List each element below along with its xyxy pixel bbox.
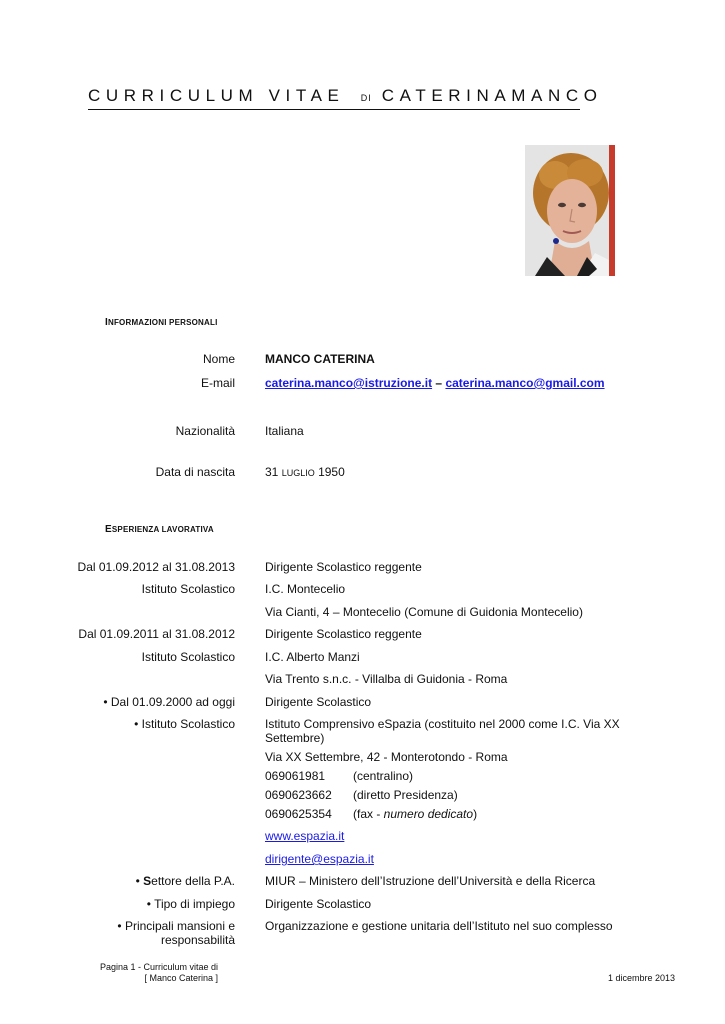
value-nazionalita: Italiana xyxy=(265,424,304,438)
dirigente-email-row xyxy=(265,852,645,866)
dirigente-email-link[interactable]: dirigente@espazia.it xyxy=(265,852,374,866)
value-data-nascita: 31 LUGLIO 1950 xyxy=(265,465,345,479)
label-mansioni: • Principali mansioni e responsabilità xyxy=(117,919,235,947)
exp2-inst-name: I.C. Alberto Manzi xyxy=(265,650,360,664)
cv-title-di: DI xyxy=(360,93,372,103)
exp2-inst-address: Via Trento s.n.c. - Villalba di Guidonia - Roma xyxy=(265,672,508,686)
email-separator: – xyxy=(435,376,443,390)
website-link[interactable]: www.espazia.it xyxy=(265,829,345,843)
footer-date: 1 dicembre 2013 xyxy=(607,973,675,983)
value-email xyxy=(265,376,645,390)
exp2-period: Dal 01.09.2011 al 31.08.2012 xyxy=(78,627,235,641)
cv-title xyxy=(88,86,603,110)
exp1-inst-label: Istituto Scolastico xyxy=(141,582,235,596)
phone-presidenza: 0690623662 (diretto Presidenza) xyxy=(265,788,458,802)
phone-fax: 0690625354 (fax - numero dedicato) xyxy=(265,807,478,821)
label-email: E-mail xyxy=(200,376,235,390)
value-settore: MIUR – Ministero dell’Istruzione dell’Università e della Ricerca xyxy=(265,874,596,888)
exp2-role: Dirigente Scolastico reggente xyxy=(265,627,422,641)
exp3-inst-address: Via XX Settembre, 42 - Monterotondo - Roma xyxy=(265,750,508,764)
label-nazionalita: Nazionalità xyxy=(175,424,235,438)
footer-page-info: Pagina 1 - Curriculum vitae di [ Manco Caterina ] xyxy=(99,962,218,983)
website-row xyxy=(265,829,645,843)
exp1-inst-name: I.C. Montecelio xyxy=(265,582,346,596)
exp3-role: Dirigente Scolastico xyxy=(265,695,372,709)
value-nome: MANCO CATERINA xyxy=(265,352,375,366)
phone-centralino: 069061981 (centralino) xyxy=(265,769,414,783)
exp3-period: • Dal 01.09.2000 ad oggi xyxy=(103,695,235,709)
label-settore: • Settore della P.A. xyxy=(135,874,235,888)
exp1-inst-address: Via Cianti, 4 – Montecelio (Comune di Guidonia Montecelio) xyxy=(265,605,583,619)
cv-title-name: CATERINAMANCO xyxy=(381,86,603,105)
label-nome: Nome xyxy=(202,352,235,366)
label-tipo-impiego: • Tipo di impiego xyxy=(146,897,235,911)
exp1-role: Dirigente Scolastico reggente xyxy=(265,560,422,574)
exp3-inst-label: • Istituto Scolastico xyxy=(134,717,235,731)
exp1-period: Dal 01.09.2012 al 31.08.2013 xyxy=(77,560,235,574)
section-heading-experience: ESPERIENZA LAVORATIVA xyxy=(105,524,214,535)
label-data-nascita: Data di nascita xyxy=(155,465,235,479)
cv-title-main: CURRICULUM VITAE xyxy=(88,86,345,105)
person-portrait-icon xyxy=(525,145,615,276)
email-link-gmail[interactable]: caterina.manco@gmail.com xyxy=(445,376,605,390)
section-heading-personal: INFORMAZIONI PERSONALI xyxy=(105,317,218,328)
value-mansioni: Organizzazione e gestione unitaria dell’Istituto nel suo complesso xyxy=(265,919,613,933)
value-tipo-impiego: Dirigente Scolastico xyxy=(265,897,372,911)
exp3-inst-name: Istituto Comprensivo eSpazia (costituito nel 2000 come I.C. Via XX Settembre) xyxy=(265,717,620,745)
email-link-istruzione[interactable]: caterina.manco@istruzione.it xyxy=(265,376,433,390)
exp2-inst-label: Istituto Scolastico xyxy=(141,650,235,664)
